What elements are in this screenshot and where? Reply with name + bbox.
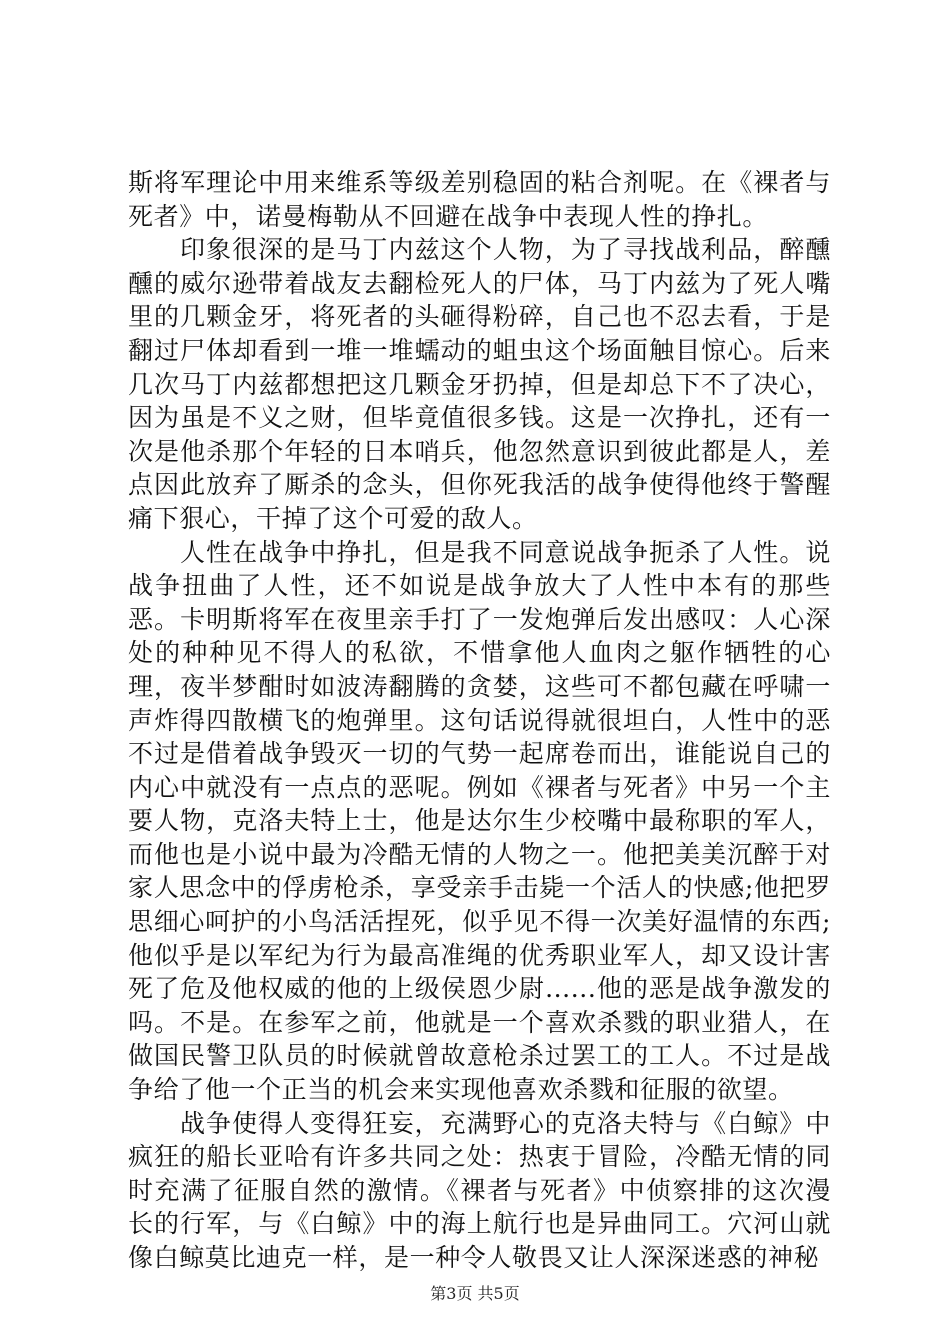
page-footer: 第3页 共5页 [430,1284,520,1303]
body-text [128,166,831,1275]
paragraph-human-nature: 人性在战争中挣扎，但是我不同意说战争扼杀了人性。说战争扭曲了人性，还不如说是战争放大了人性中本有的那些恶。卡明斯将军在夜里亲手打了一发炮弹后发出感叹：人心深处的种种见不得人的私欲，不惜拿他人血肉之躯作牺牲的心理，夜半梦酣时如波涛翻腾的贪婪，这些可不都包藏在呼啸一声炸得四散横飞的炮弹里。这句话说得就很坦白，人性中的恶不过是借着战争毁灭一切的气势一起席卷而出，谁能说自己的内心中就没有一点点的恶呢。例如《裸者与死者》中另一个主要人物，克洛夫特上士，他是达尔生少校嘴中最称职的军人，而他也是小说中最为冷酷无情的人物之一。他把美美沉醉于对家人思念中的俘虏枪杀，享受亲手击毙一个活人的快感;他把罗思细心呵护的小鸟活活捏死，似乎见不得一次美好温情的东西;他似乎是以军纪为行为最高准绳的优秀职业军人，却又设计害死了危及他权威的他的上级侯恩少尉......他的恶是战争激发的吗。不是。在参军之前，他就是一个喜欢杀戮的职业猎人，在做国民警卫队员的时候就曾故意枪杀过罢工的工人。不过是战争给了他一个正当的机会来实现他喜欢杀戮和征服的欲望。 [128,537,831,1105]
paragraph-moby-dick: 战争使得人变得狂妄，充满野心的克洛夫特与《白鲸》中疯狂的船长亚哈有许多共同之处：热衷于冒险，冷酷无情的同时充满了征服自然的激情。《裸者与死者》中侦察排的这次漫长的行军，与《白鲸》中的海上航行也是异曲同工。穴河山就像白鲸莫比迪克一样，是一种令人敬畏又让人深深迷惑的神秘 [128,1108,831,1272]
paragraph-continued: 斯将军理论中用来维系等级差别稳固的粘合剂呢。在《裸者与死者》中，诺曼梅勒从不回避在战争中表现人性的挣扎。 [128,168,831,231]
paragraph-martinez: 印象很深的是马丁内兹这个人物，为了寻找战利品，醉醺醺的威尔逊带着战友去翻检死人的尸体，马丁内兹为了死人嘴里的几颗金牙，将死者的头砸得粉碎，自己也不忍去看，于是翻过尸体却看到一堆一堆蠕动的蛆虫这个场面触目惊心。后来几次马丁内兹都想把这几颗金牙扔掉，但是却总下不了决心，因为虽是不义之财，但毕竟值很多钱。这是一次挣扎，还有一次是他杀那个年轻的日本哨兵，他忽然意识到彼此都是人，差点因此放弃了厮杀的念头，但你死我活的战争使得他终于警醒痛下狠心，干掉了这个可爱的敌人。 [128,235,831,533]
